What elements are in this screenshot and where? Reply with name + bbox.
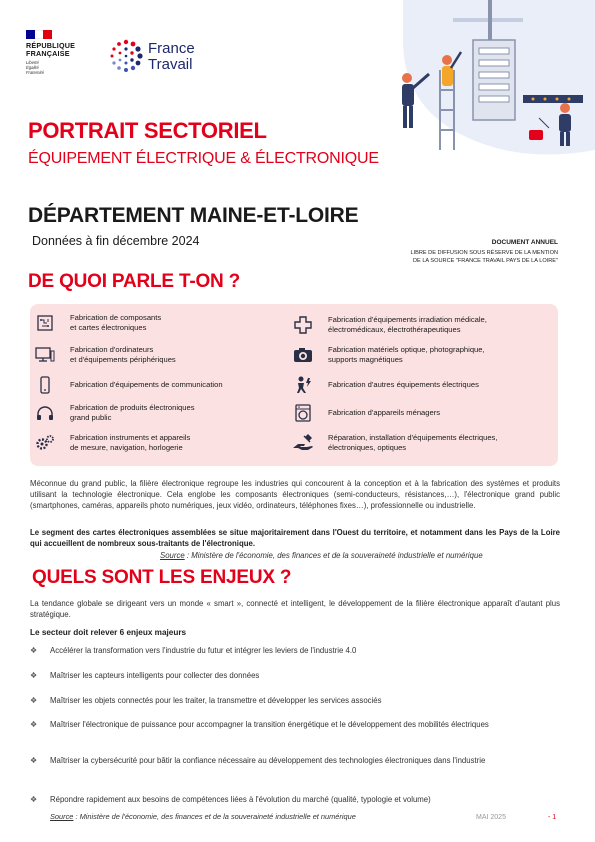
diffusion-notice-line-1: LIBRE DE DIFFUSION SOUS RÉSERVE DE LA MENTION [410, 250, 558, 256]
brand-line-1: France [148, 40, 195, 57]
brand-line-2: Travail [148, 56, 193, 73]
france-travail-logo-icon [108, 38, 144, 74]
sector-description-bold: Le segment des cartes électroniques assemblées se situe majoritairement dans l'Ouest du territoire, et notamment dans les Pays de la Loire qui accueillent de nombreux sous-traitants de l'électronique. [30, 528, 560, 549]
diamond-bullet-icon: ❖ [30, 646, 38, 655]
activities-box [30, 304, 558, 466]
sector-subtitle: ÉQUIPEMENT ÉLECTRIQUE & ÉLECTRONIQUE [28, 150, 379, 167]
activity-label: Fabrication d'appareils ménagers [328, 408, 441, 417]
sector-description: Méconnue du grand public, la filière électronique regroupe les industries qui concourent à la conception et à la fabrication des systèmes et produits utilisant la technologie électronique. Cela englobe les composants électroniques (semi-conducteurs, résistances,…), l'électronique grand public (smartphones, caméras, appareils photo numériques, jeux vidéo, ordinateurs, téléphones fixes…), professionnelle ou industrielle. [30, 479, 560, 511]
activity-item [292, 314, 487, 336]
activity-item [34, 344, 176, 366]
enjeu-item [30, 670, 560, 681]
activity-label: Fabrication d'autres équipements électriques [328, 380, 479, 389]
enjeu-item [30, 695, 560, 706]
page-title: PORTRAIT SECTORIEL [28, 118, 267, 143]
rf-motto-2: Égalité [26, 65, 39, 71]
washing-machine-icon [292, 402, 314, 424]
activity-item [34, 312, 161, 334]
source-text: : Ministère de l'économie, des finances et de la souveraineté industrielle et numérique [73, 812, 356, 821]
footer-date: MAI 2025 [476, 814, 506, 821]
activity-item [34, 402, 195, 424]
diamond-bullet-icon: ❖ [30, 696, 38, 705]
enjeux-intro: La tendance globale se dirigeant vers un monde « smart », connecté et intelligent, le développement de la filière électronique apparaît d'autant plus stratégique. [30, 599, 560, 620]
page-number: - 1 [548, 814, 557, 821]
medical-cross-icon [292, 314, 314, 336]
source-note-1 [160, 551, 483, 560]
rf-motto-1: Liberté [26, 60, 39, 65]
activity-label: Fabrication d'équipements irradiation médicale, électromédicaux, électrothérapeutiques [328, 315, 487, 334]
document-annuel-label: DOCUMENT ANNUEL [491, 239, 558, 246]
france-travail-wordmark [148, 41, 195, 73]
electricians-illustration [393, 0, 595, 160]
rf-line-2: FRANÇAISE [26, 49, 70, 58]
activity-label: Fabrication d'ordinateurs et d'équipements périphériques [70, 345, 176, 364]
headphones-icon [34, 402, 56, 424]
diffusion-notice [340, 250, 558, 265]
computer-icon [34, 344, 56, 366]
enjeu-item [30, 719, 560, 730]
rf-motto-3: Fraternité [26, 70, 44, 76]
rf-motto [26, 60, 44, 76]
activity-item [292, 432, 497, 454]
data-date: Données à fin décembre 2024 [32, 234, 200, 248]
enjeu-item [30, 794, 560, 805]
enjeu-text: Maîtriser l'électronique de puissance pour accompagner la transition énergétique et le développement des mobilités électriques [50, 720, 489, 729]
diamond-bullet-icon: ❖ [30, 720, 38, 729]
repair-hand-icon [292, 432, 314, 454]
activity-item [34, 374, 223, 396]
circuit-board-icon [34, 312, 56, 334]
activity-label: Fabrication instruments et appareils de mesure, navigation, horlogerie [70, 433, 191, 452]
section-heading-quoi: DE QUOI PARLE T-ON ? [28, 271, 241, 292]
activity-item [292, 402, 440, 424]
activity-item [292, 344, 485, 366]
diamond-bullet-icon: ❖ [30, 795, 38, 804]
activity-label: Fabrication de composants et cartes électroniques [70, 313, 162, 332]
enjeux-lead: Le secteur doit relever 6 enjeux majeurs [30, 628, 187, 637]
source-note-2 [50, 812, 356, 821]
activity-item [292, 374, 479, 396]
enjeu-item [30, 755, 560, 766]
activity-item [34, 432, 190, 454]
diffusion-notice-line-2: DE LA SOURCE "FRANCE TRAVAIL PAYS DE LA LOIRE" [413, 257, 558, 264]
activity-label: Réparation, installation d'équipements électriques, électroniques, optiques [328, 433, 498, 452]
source-text: : Ministère de l'économie, des finances et de la souveraineté industrielle et numérique [184, 551, 483, 560]
electric-worker-icon [292, 374, 314, 396]
source-label: Source [50, 812, 74, 821]
enjeu-text: Maîtriser les capteurs intelligents pour collecter des données [50, 671, 260, 680]
enjeu-text: Accélérer la transformation vers l'industrie du futur et intégrer les leviers de l'industrie 4.0 [50, 646, 357, 655]
republique-francaise-logo [26, 30, 52, 39]
enjeu-text: Répondre rapidement aux besoins de compétences liées à l'évolution du marché (qualité, typologie et volume) [50, 795, 431, 804]
diamond-bullet-icon: ❖ [30, 671, 38, 680]
section-heading-enjeux: QUELS SONT LES ENJEUX ? [32, 567, 292, 588]
source-label: Source [160, 551, 185, 560]
camera-icon [292, 344, 314, 366]
enjeu-text: Maîtriser les objets connectés pour les traiter, la transmettre et développer les services associés [50, 696, 382, 705]
enjeu-text: Maîtriser la cybersécurité pour bâtir la confiance nécessaire au développement des technologies électroniques dans l'industrie [50, 756, 486, 765]
diamond-bullet-icon: ❖ [30, 756, 38, 765]
activity-label: Fabrication d'équipements de communication [70, 380, 223, 389]
rf-line-1: RÉPUBLIQUE [26, 41, 76, 50]
activity-label: Fabrication matériels optique, photographique, supports magnétiques [328, 345, 485, 364]
phone-icon [34, 374, 56, 396]
activity-label: Fabrication de produits électroniques grand public [70, 403, 195, 422]
republique-francaise-wordmark [26, 42, 75, 58]
enjeu-item [30, 645, 560, 656]
gears-icon [34, 432, 56, 454]
department-title: DÉPARTEMENT MAINE-ET-LOIRE [28, 204, 359, 227]
